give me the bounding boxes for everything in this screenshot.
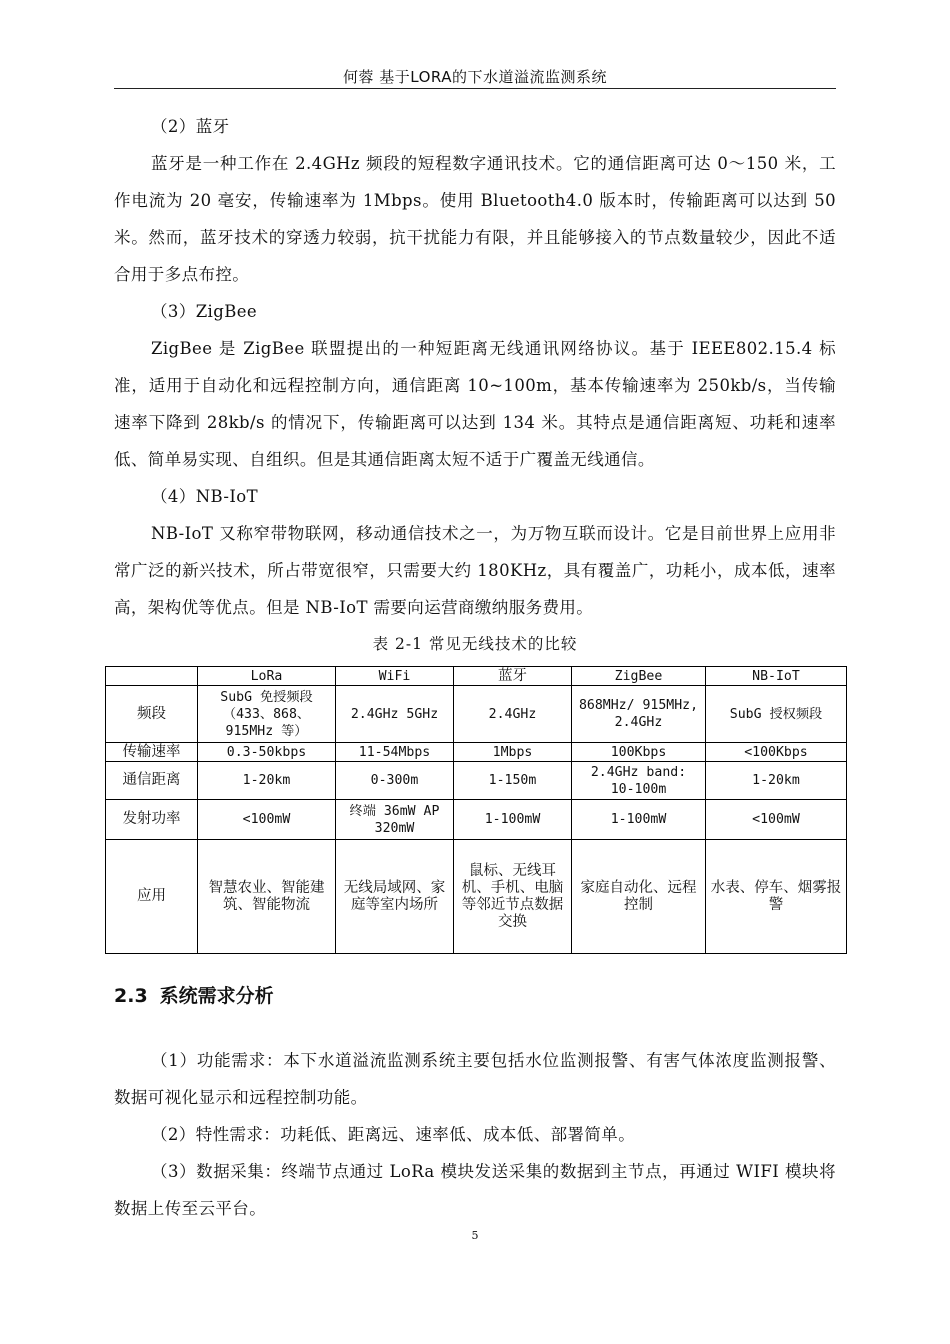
table-cell: 1-20km <box>198 762 336 800</box>
section-title: 系统需求分析 <box>159 985 274 1007</box>
table-cell: 1Mbps <box>454 743 572 762</box>
requirement-item: （3）数据采集：终端节点通过 LoRa 模块发送采集的数据到主节点，再通过 WIFI 模块将数据上传至云平台。 <box>114 1162 836 1218</box>
comparison-table <box>105 666 847 954</box>
table-cell: 11-54Mbps <box>336 743 454 762</box>
table-cell: 1-150m <box>454 762 572 800</box>
bluetooth-paragraph: 蓝牙是一种工作在 2.4GHz 频段的短程数字通讯技术。它的通信距离可达 0～150 米，工作电流为 20 毫安，传输速率为 1Mbps。使用 Bluetooth4.0 版本时，传输距离可以达到 50 米。然而，蓝牙技术的穿透力较弱，抗干扰能力有限，并且能够接入的节点数量较少，因此不适合用于多点布控。 <box>114 154 836 284</box>
row-label: 通信距离 <box>106 762 198 800</box>
row-label: 传输速率 <box>106 743 198 762</box>
nbiot-heading: （4）NB-IoT <box>151 487 258 506</box>
table-cell: 1-20km <box>706 762 847 800</box>
table-cell: 2.4GHz 5GHz <box>336 686 454 743</box>
table-row <box>106 762 847 800</box>
table-row <box>106 686 847 743</box>
requirement-item: （1）功能需求：本下水道溢流监测系统主要包括水位监测报警、有害气体浓度监测报警、数据可视化显示和远程控制功能。 <box>114 1051 836 1107</box>
table-cell: 0.3-50kbps <box>198 743 336 762</box>
table-cell: 1-100mW <box>454 800 572 840</box>
table-cell: 家庭自动化、远程控制 <box>572 840 706 954</box>
table-cell: SubG 免授频段（433、868、915MHz 等） <box>198 686 336 743</box>
row-label: 频段 <box>106 686 198 743</box>
table-header-cell: LoRa <box>198 667 336 686</box>
table-header-cell: 蓝牙 <box>454 667 572 686</box>
table-cell: 水表、停车、烟雾报警 <box>706 840 847 954</box>
table-cell: 100Kbps <box>572 743 706 762</box>
table-caption: 表 2-1 常见无线技术的比较 <box>372 635 578 653</box>
table-cell: 2.4GHz band: 10-100m <box>572 762 706 800</box>
table-cell: 智慧农业、智能建筑、智能物流 <box>198 840 336 954</box>
table-cell: 无线局域网、家庭等室内场所 <box>336 840 454 954</box>
nbiot-paragraph: NB-IoT 又称窄带物联网，移动通信技术之一，为万物互联而设计。它是目前世界上应用非常广泛的新兴技术，所占带宽很窄，只需要大约 180KHz，具有覆盖广，功耗小，成本低，速率高，架构优等优点。但是 NB-IoT 需要向运营商缴纳服务费用。 <box>114 524 836 617</box>
body-upper <box>114 108 836 661</box>
table-header-row <box>106 667 847 686</box>
table-cell: 868MHz/ 915MHz, 2.4GHz <box>572 686 706 743</box>
header-rule <box>114 88 836 89</box>
row-label: 发射功率 <box>106 800 198 840</box>
table-header-cell: WiFi <box>336 667 454 686</box>
table-cell: 0-300m <box>336 762 454 800</box>
table-header-cell <box>106 667 198 686</box>
page-header: 何蓉 基于LORA的下水道溢流监测系统 <box>343 68 607 86</box>
body-lower <box>114 1042 836 1227</box>
table-cell: <100mW <box>198 800 336 840</box>
section-number: 2.3 <box>114 985 148 1007</box>
table-cell: 1-100mW <box>572 800 706 840</box>
table-cell: 2.4GHz <box>454 686 572 743</box>
table-cell: 终端 36mW AP 320mW <box>336 800 454 840</box>
table-cell: <100Kbps <box>706 743 847 762</box>
table-header-cell: ZigBee <box>572 667 706 686</box>
bluetooth-heading: （2）蓝牙 <box>151 117 230 136</box>
table-cell: SubG 授权频段 <box>706 686 847 743</box>
table-row <box>106 800 847 840</box>
page-number: 5 <box>471 1229 479 1242</box>
table-cell: <100mW <box>706 800 847 840</box>
table-row <box>106 840 847 954</box>
zigbee-paragraph: ZigBee 是 ZigBee 联盟提出的一种短距离无线通讯网络协议。基于 IEEE802.15.4 标准，适用于自动化和远程控制方向，通信距离 10~100m，基本传输速率为 250kb/s，当传输速率下降到 28kb/s 的情况下，传输距离可以达到 134 米。其特点是通信距离短、功耗和速率低、简单易实现、自组织。但是其通信距离太短不适于广覆盖无线通信。 <box>114 339 836 469</box>
table-cell: 鼠标、无线耳机、手机、电脑等邻近节点数据交换 <box>454 840 572 954</box>
requirement-item: （2）特性需求：功耗低、距离远、速率低、成本低、部署简单。 <box>151 1125 636 1144</box>
row-label: 应用 <box>106 840 198 954</box>
table-header-cell: NB-IoT <box>706 667 847 686</box>
zigbee-heading: （3）ZigBee <box>151 302 258 321</box>
section-heading <box>114 983 274 1009</box>
table-row <box>106 743 847 762</box>
